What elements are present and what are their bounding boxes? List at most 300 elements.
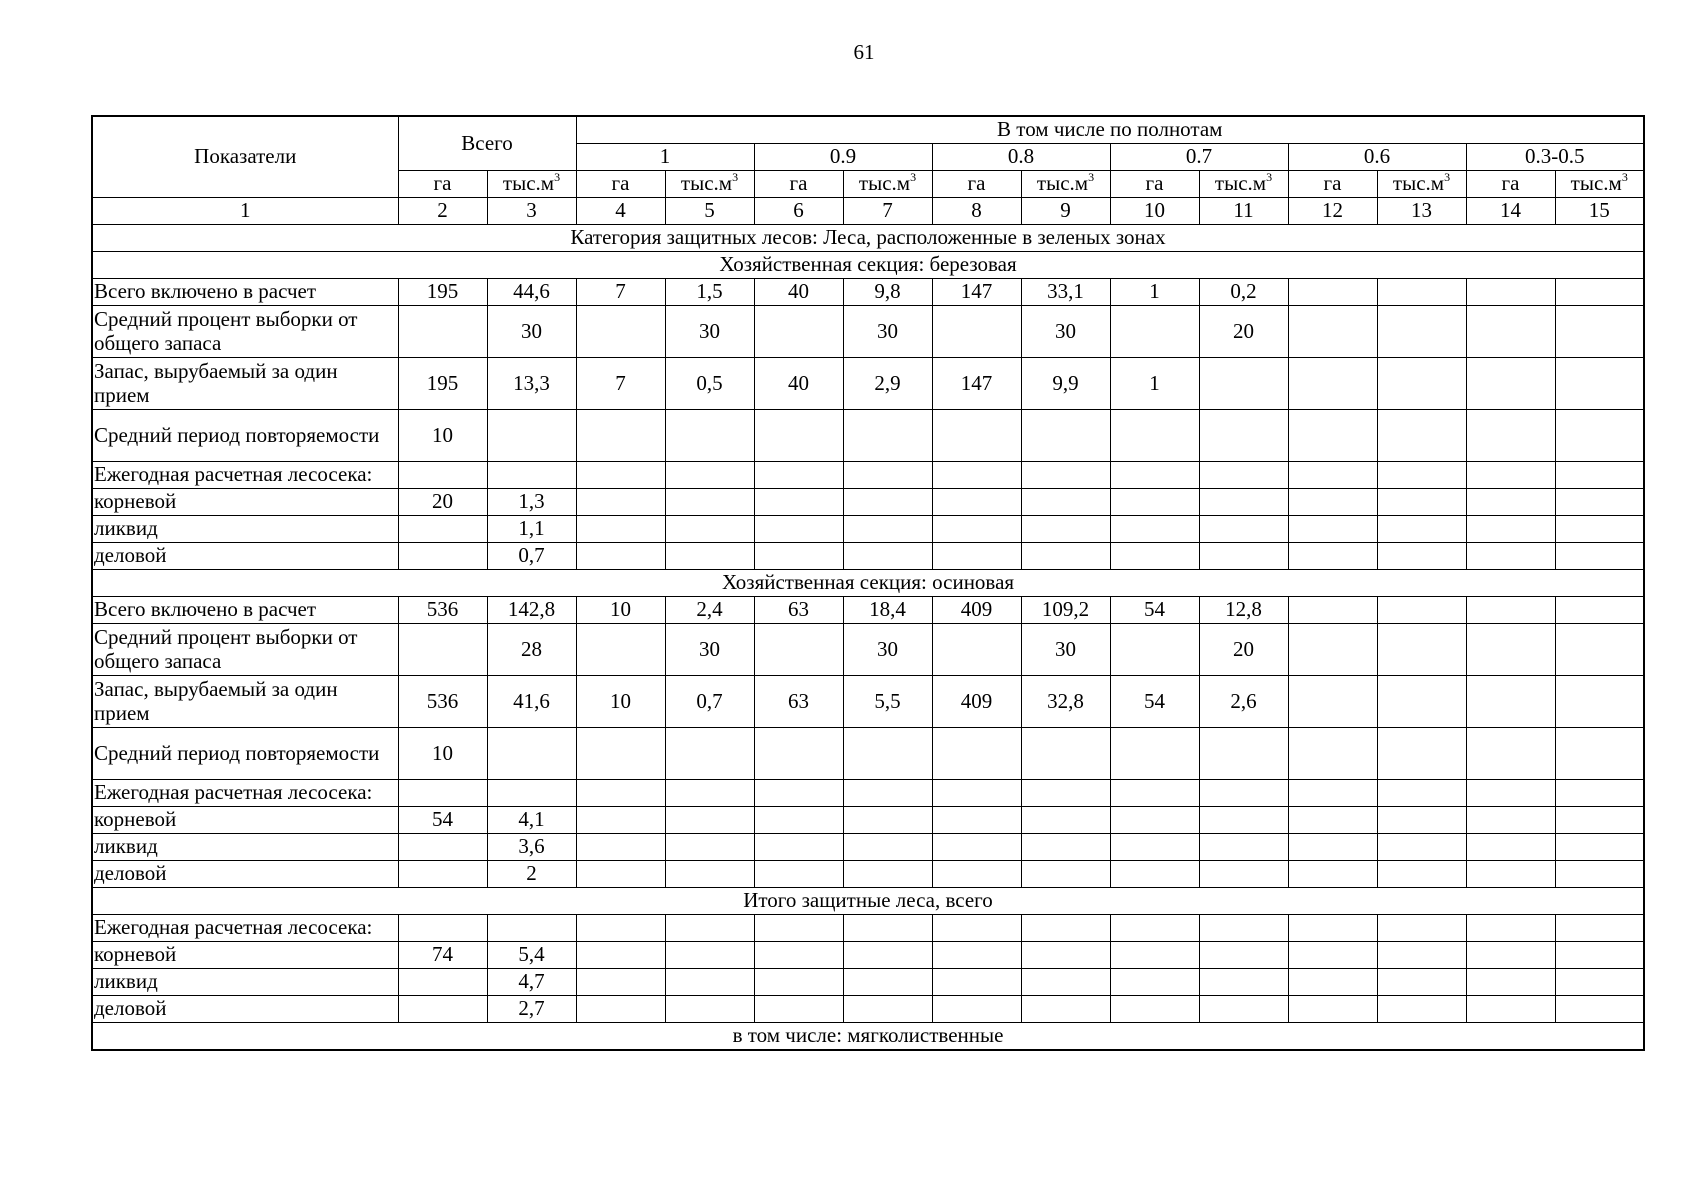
table-cell xyxy=(665,807,754,834)
table-cell xyxy=(665,834,754,861)
table-row xyxy=(92,543,1644,570)
table-cell xyxy=(1288,676,1377,728)
unit-volume xyxy=(1199,171,1288,198)
header-density-0-7: 0.7 xyxy=(1110,144,1288,171)
table-cell xyxy=(932,861,1021,888)
table-cell xyxy=(665,728,754,780)
table-cell xyxy=(1288,915,1377,942)
unit-ha: га xyxy=(1110,171,1199,198)
table-cell: 1 xyxy=(1110,358,1199,410)
table-cell xyxy=(1288,780,1377,807)
table-cell: 536 xyxy=(398,597,487,624)
unit-volume-exponent: 3 xyxy=(1088,170,1095,185)
table-cell: 54 xyxy=(398,807,487,834)
column-number: 13 xyxy=(1377,198,1466,225)
column-number: 3 xyxy=(487,198,576,225)
table-cell: 30 xyxy=(665,624,754,676)
column-number: 2 xyxy=(398,198,487,225)
unit-volume-text: тыс.м xyxy=(502,171,555,196)
row-label: корневой xyxy=(92,942,398,969)
table-cell xyxy=(754,306,843,358)
table-cell xyxy=(1021,996,1110,1023)
table-cell xyxy=(754,834,843,861)
table-row xyxy=(92,728,1644,780)
table-row xyxy=(92,942,1644,969)
table-cell xyxy=(398,861,487,888)
table-cell xyxy=(1466,915,1555,942)
table-cell xyxy=(1377,728,1466,780)
table-cell: 74 xyxy=(398,942,487,969)
column-number: 15 xyxy=(1555,198,1644,225)
table-cell xyxy=(1021,543,1110,570)
row-label: деловой xyxy=(92,543,398,570)
table-cell xyxy=(1288,597,1377,624)
table-cell xyxy=(843,410,932,462)
table-cell xyxy=(843,780,932,807)
table-cell xyxy=(1288,942,1377,969)
row-label: Ежегодная расчетная лесосека: xyxy=(92,780,398,807)
table-cell xyxy=(1110,996,1199,1023)
table-cell xyxy=(1377,516,1466,543)
table-cell: 20 xyxy=(1199,624,1288,676)
unit-volume-text: тыс.м xyxy=(1570,171,1622,196)
unit-volume xyxy=(843,171,932,198)
table-cell xyxy=(1377,807,1466,834)
table-cell xyxy=(576,624,665,676)
table-cell xyxy=(1288,996,1377,1023)
table-cell xyxy=(1466,624,1555,676)
table-cell xyxy=(1555,543,1644,570)
table-cell: 195 xyxy=(398,279,487,306)
table-cell xyxy=(1021,969,1110,996)
table-cell xyxy=(1288,489,1377,516)
table-cell xyxy=(1555,915,1644,942)
table-cell xyxy=(1377,834,1466,861)
unit-volume-exponent: 3 xyxy=(1444,170,1451,185)
table-cell xyxy=(665,861,754,888)
table-cell: 1,3 xyxy=(487,489,576,516)
table-cell xyxy=(1466,516,1555,543)
table-cell xyxy=(1555,306,1644,358)
table-cell: 44,6 xyxy=(487,279,576,306)
table-cell xyxy=(665,915,754,942)
table-cell xyxy=(1110,516,1199,543)
table-cell xyxy=(932,807,1021,834)
table-cell xyxy=(398,915,487,942)
table-cell xyxy=(1377,996,1466,1023)
table-cell: 20 xyxy=(1199,306,1288,358)
table-cell xyxy=(1021,780,1110,807)
table-cell xyxy=(1377,861,1466,888)
column-number: 5 xyxy=(665,198,754,225)
row-label: деловой xyxy=(92,996,398,1023)
column-number: 7 xyxy=(843,198,932,225)
table-cell xyxy=(843,807,932,834)
table-cell xyxy=(1110,861,1199,888)
unit-ha: га xyxy=(1466,171,1555,198)
table-row xyxy=(92,358,1644,410)
table-cell xyxy=(1021,489,1110,516)
table-cell xyxy=(576,410,665,462)
table-cell: 9,8 xyxy=(843,279,932,306)
section-title: в том числе: мягколиственные xyxy=(92,1023,1644,1051)
table-cell xyxy=(398,780,487,807)
table-cell xyxy=(576,969,665,996)
table-cell xyxy=(1021,807,1110,834)
table-cell: 409 xyxy=(932,597,1021,624)
table-cell: 5,4 xyxy=(487,942,576,969)
table-row xyxy=(92,969,1644,996)
table-cell xyxy=(665,489,754,516)
table-cell xyxy=(932,624,1021,676)
header-density-0-8: 0.8 xyxy=(932,144,1110,171)
unit-volume xyxy=(1555,171,1644,198)
row-label: Средний процент выборки от общего запаса xyxy=(92,306,398,358)
table-cell: 30 xyxy=(1021,624,1110,676)
table-row xyxy=(92,489,1644,516)
table-cell xyxy=(487,410,576,462)
table-cell xyxy=(1555,969,1644,996)
table-cell xyxy=(576,462,665,489)
table-cell xyxy=(1555,358,1644,410)
table-cell xyxy=(754,942,843,969)
table-cell: 2,4 xyxy=(665,597,754,624)
table-cell xyxy=(576,543,665,570)
table-cell: 2 xyxy=(487,861,576,888)
table-cell: 0,5 xyxy=(665,358,754,410)
table-cell xyxy=(665,969,754,996)
table-cell: 32,8 xyxy=(1021,676,1110,728)
unit-ha: га xyxy=(576,171,665,198)
table-cell xyxy=(843,543,932,570)
table-cell xyxy=(1288,279,1377,306)
table-cell: 63 xyxy=(754,597,843,624)
table-cell: 1,5 xyxy=(665,279,754,306)
unit-volume xyxy=(487,171,576,198)
table-cell xyxy=(1021,942,1110,969)
unit-volume-exponent: 3 xyxy=(910,170,917,185)
table-cell xyxy=(754,996,843,1023)
row-label: Ежегодная расчетная лесосека: xyxy=(92,915,398,942)
table-cell: 30 xyxy=(487,306,576,358)
table-cell: 0,7 xyxy=(487,543,576,570)
table-cell xyxy=(576,834,665,861)
table-cell: 30 xyxy=(843,306,932,358)
table-cell xyxy=(932,489,1021,516)
table-cell: 409 xyxy=(932,676,1021,728)
table-row xyxy=(92,915,1644,942)
table-cell xyxy=(576,516,665,543)
row-label: деловой xyxy=(92,861,398,888)
section-title: Хозяйственная секция: березовая xyxy=(92,252,1644,279)
column-number: 10 xyxy=(1110,198,1199,225)
table-cell xyxy=(1199,861,1288,888)
unit-volume-text: тыс.м xyxy=(1036,171,1089,196)
table-cell xyxy=(932,834,1021,861)
section-title: Итого защитные леса, всего xyxy=(92,888,1644,915)
row-label: Средний период повторяемости xyxy=(92,728,398,780)
row-label: Ежегодная расчетная лесосека: xyxy=(92,462,398,489)
table-cell xyxy=(1555,410,1644,462)
unit-volume-text: тыс.м xyxy=(858,171,911,196)
table-cell: 1 xyxy=(1110,279,1199,306)
table-cell: 10 xyxy=(576,597,665,624)
table-cell: 536 xyxy=(398,676,487,728)
table-cell xyxy=(576,861,665,888)
table-cell xyxy=(843,915,932,942)
table-cell xyxy=(932,780,1021,807)
header-indicators: Показатели xyxy=(92,116,398,198)
table-cell xyxy=(843,462,932,489)
table-cell xyxy=(1555,834,1644,861)
table-cell xyxy=(1555,624,1644,676)
table-cell: 30 xyxy=(665,306,754,358)
column-number: 6 xyxy=(754,198,843,225)
table-cell: 12,8 xyxy=(1199,597,1288,624)
header-by-density: В том числе по полнотам xyxy=(576,116,1644,144)
table-cell: 54 xyxy=(1110,597,1199,624)
table-cell xyxy=(1110,915,1199,942)
table-cell xyxy=(665,543,754,570)
table-cell xyxy=(1110,410,1199,462)
table-cell xyxy=(1466,942,1555,969)
table-cell xyxy=(754,543,843,570)
table-row xyxy=(92,676,1644,728)
table-cell xyxy=(1021,462,1110,489)
table-cell: 41,6 xyxy=(487,676,576,728)
table-cell xyxy=(1199,807,1288,834)
row-label: корневой xyxy=(92,489,398,516)
table-cell xyxy=(576,780,665,807)
forest-cutting-table xyxy=(91,115,1645,1051)
page-number: 61 xyxy=(853,40,875,64)
table-cell xyxy=(1466,462,1555,489)
table-cell xyxy=(1110,489,1199,516)
table-cell xyxy=(1555,597,1644,624)
table-cell xyxy=(1199,969,1288,996)
table-cell xyxy=(1555,676,1644,728)
table-cell xyxy=(1466,996,1555,1023)
table-cell xyxy=(487,462,576,489)
table-cell xyxy=(1466,728,1555,780)
table-cell: 28 xyxy=(487,624,576,676)
table-cell xyxy=(398,462,487,489)
table-cell: 40 xyxy=(754,358,843,410)
table-cell xyxy=(1377,358,1466,410)
table-cell xyxy=(1021,728,1110,780)
table-cell xyxy=(576,942,665,969)
table-cell: 10 xyxy=(398,728,487,780)
table-row xyxy=(92,834,1644,861)
table-cell xyxy=(1021,915,1110,942)
table-cell xyxy=(398,624,487,676)
table-cell xyxy=(1466,543,1555,570)
table-cell xyxy=(398,996,487,1023)
table-row xyxy=(92,279,1644,306)
table-cell xyxy=(1199,543,1288,570)
table-cell xyxy=(1466,489,1555,516)
table-cell xyxy=(1199,728,1288,780)
table-cell xyxy=(1199,462,1288,489)
header-total: Всего xyxy=(398,116,576,171)
table-cell xyxy=(1199,834,1288,861)
table-cell xyxy=(1555,996,1644,1023)
unit-volume xyxy=(1377,171,1466,198)
header-density-0-3-0-5: 0.3-0.5 xyxy=(1466,144,1644,171)
table-cell xyxy=(576,728,665,780)
table-cell xyxy=(1466,676,1555,728)
table-cell xyxy=(1199,410,1288,462)
table-cell xyxy=(1021,834,1110,861)
table-cell xyxy=(1110,807,1199,834)
table-row xyxy=(92,861,1644,888)
row-label: Средний период повторяемости xyxy=(92,410,398,462)
table-cell xyxy=(487,728,576,780)
table-cell xyxy=(398,543,487,570)
table-cell xyxy=(1377,543,1466,570)
table-cell: 40 xyxy=(754,279,843,306)
table-cell: 20 xyxy=(398,489,487,516)
table-cell: 4,7 xyxy=(487,969,576,996)
table-cell xyxy=(1555,462,1644,489)
row-label: Средний процент выборки от общего запаса xyxy=(92,624,398,676)
table-cell xyxy=(932,543,1021,570)
table-cell: 7 xyxy=(576,279,665,306)
table-cell: 33,1 xyxy=(1021,279,1110,306)
table-cell xyxy=(754,624,843,676)
column-number: 14 xyxy=(1466,198,1555,225)
table-row xyxy=(92,996,1644,1023)
table-cell xyxy=(843,996,932,1023)
table-cell xyxy=(1110,834,1199,861)
table-row xyxy=(92,462,1644,489)
table-cell xyxy=(1466,279,1555,306)
table-row xyxy=(92,780,1644,807)
table-cell xyxy=(1555,780,1644,807)
table-cell xyxy=(1555,489,1644,516)
table-cell: 18,4 xyxy=(843,597,932,624)
table-cell xyxy=(754,516,843,543)
table-cell xyxy=(1021,861,1110,888)
table-cell xyxy=(1466,597,1555,624)
table-cell xyxy=(754,969,843,996)
header-density-0-9: 0.9 xyxy=(754,144,932,171)
table-cell: 4,1 xyxy=(487,807,576,834)
table-cell xyxy=(576,915,665,942)
header-density-1: 1 xyxy=(576,144,754,171)
table-row xyxy=(92,597,1644,624)
table-cell xyxy=(1555,807,1644,834)
table-cell xyxy=(932,915,1021,942)
table-cell xyxy=(665,942,754,969)
table-cell xyxy=(1377,780,1466,807)
category-title: Категория защитных лесов: Леса, расположенные в зеленых зонах xyxy=(92,225,1644,252)
table-cell xyxy=(1110,624,1199,676)
table-cell xyxy=(1377,279,1466,306)
table-cell xyxy=(1377,410,1466,462)
table-cell xyxy=(1555,728,1644,780)
column-number: 9 xyxy=(1021,198,1110,225)
table-cell xyxy=(1466,861,1555,888)
table-cell xyxy=(1466,969,1555,996)
table-cell xyxy=(1110,543,1199,570)
column-number: 12 xyxy=(1288,198,1377,225)
table-cell: 10 xyxy=(576,676,665,728)
table-cell xyxy=(1288,969,1377,996)
unit-volume-text: тыс.м xyxy=(680,171,733,196)
table-cell xyxy=(1288,624,1377,676)
table-cell xyxy=(1110,942,1199,969)
unit-volume-exponent: 3 xyxy=(554,170,561,185)
unit-volume xyxy=(1021,171,1110,198)
unit-ha: га xyxy=(932,171,1021,198)
table-cell: 13,3 xyxy=(487,358,576,410)
table-cell xyxy=(1199,780,1288,807)
table-cell xyxy=(398,306,487,358)
table-cell: 5,5 xyxy=(843,676,932,728)
table-cell xyxy=(1199,915,1288,942)
table-cell: 7 xyxy=(576,358,665,410)
table-cell xyxy=(398,969,487,996)
table-cell xyxy=(843,728,932,780)
header-density-0-6: 0.6 xyxy=(1288,144,1466,171)
table-cell: 2,7 xyxy=(487,996,576,1023)
table-cell xyxy=(932,410,1021,462)
table-cell xyxy=(1466,306,1555,358)
unit-volume xyxy=(665,171,754,198)
table-row xyxy=(92,807,1644,834)
table-cell xyxy=(665,462,754,489)
table-cell xyxy=(398,834,487,861)
table-cell xyxy=(1288,728,1377,780)
table-cell xyxy=(665,410,754,462)
table-cell xyxy=(1377,462,1466,489)
table-cell: 0,7 xyxy=(665,676,754,728)
table-cell: 3,6 xyxy=(487,834,576,861)
unit-ha: га xyxy=(398,171,487,198)
table-cell xyxy=(1288,861,1377,888)
table-cell xyxy=(487,780,576,807)
row-label: Всего включено в расчет xyxy=(92,279,398,306)
table-cell xyxy=(665,780,754,807)
table-row xyxy=(92,624,1644,676)
table-cell xyxy=(754,728,843,780)
unit-volume-text: тыс.м xyxy=(1392,171,1445,196)
table-cell: 147 xyxy=(932,279,1021,306)
table-cell xyxy=(1555,861,1644,888)
table-row xyxy=(92,306,1644,358)
table-cell xyxy=(1466,807,1555,834)
table-cell xyxy=(1377,969,1466,996)
row-label: ликвид xyxy=(92,516,398,543)
unit-volume-exponent: 3 xyxy=(1621,170,1628,185)
table-row xyxy=(92,410,1644,462)
table-cell xyxy=(1021,516,1110,543)
table-cell xyxy=(1555,516,1644,543)
table-cell: 9,9 xyxy=(1021,358,1110,410)
table-cell xyxy=(1466,780,1555,807)
table-cell xyxy=(1466,834,1555,861)
table-cell: 54 xyxy=(1110,676,1199,728)
table-cell: 147 xyxy=(932,358,1021,410)
table-cell xyxy=(1288,834,1377,861)
table-cell xyxy=(1555,942,1644,969)
table-cell xyxy=(1288,358,1377,410)
table-cell xyxy=(754,807,843,834)
table-cell xyxy=(1110,462,1199,489)
table-cell xyxy=(1466,410,1555,462)
table-cell xyxy=(843,516,932,543)
